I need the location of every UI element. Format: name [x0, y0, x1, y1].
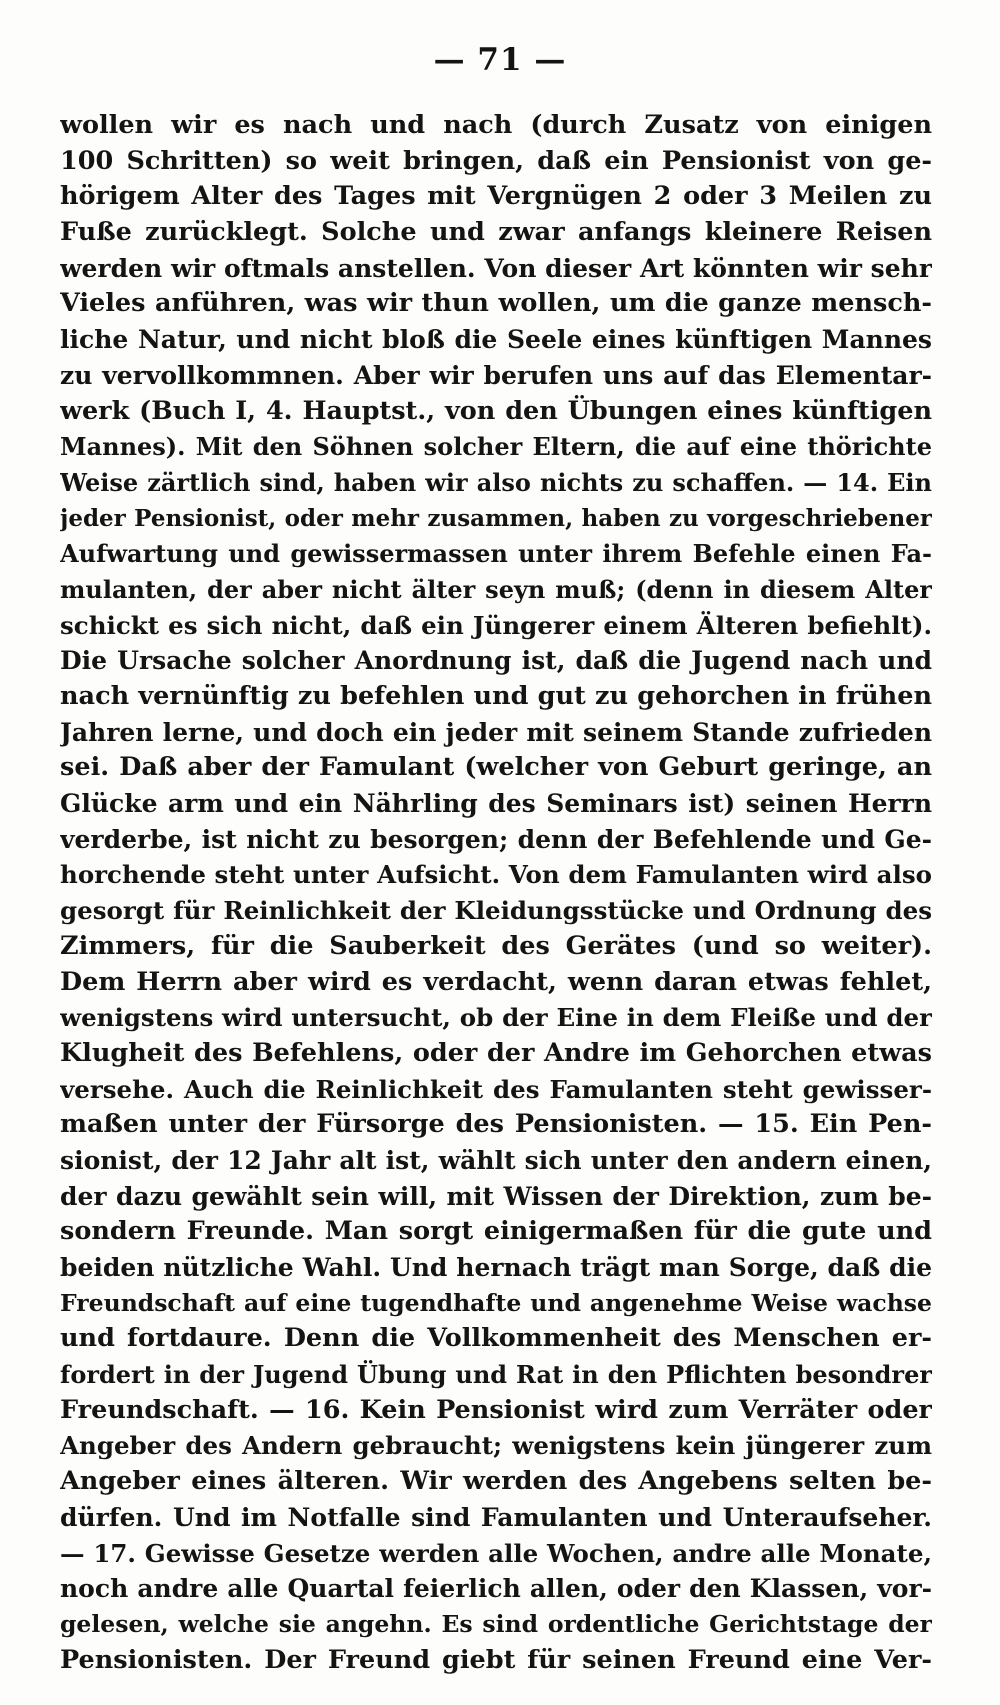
body-text [60, 108, 932, 1678]
text-line: Freundschaft auf eine tugendhafte und angenehme Weise wachse [60, 1288, 932, 1317]
text-line: Freundschaft. — 16. Kein Pensionist wird zum Verräter oder [60, 1394, 932, 1425]
text-line: sondern Freunde. Man sorgt einigermaßen für die gute und [60, 1216, 932, 1247]
text-line: beiden nützliche Wahl. Und hernach trägt man Sorge, daß die [60, 1253, 932, 1282]
text-line: Angeber eines älteren. Wir werden des Angebens selten be- [60, 1466, 932, 1497]
text-line: Weise zärtlich sind, haben wir also nichts zu schaffen. — 14. Ein [60, 467, 932, 497]
text-line: verderbe, ist nicht zu besorgen; denn der Befehlende und Ge- [60, 824, 932, 854]
text-line: Glücke arm und ein Nährling des Seminars ist) seinen Herrn [60, 789, 932, 819]
text-line: werk (Buch I, 4. Hauptst., von den Übungen eines künftigen [60, 395, 932, 426]
text-line: sei. Daß aber der Famulant (welcher von Geburt geringe, an [60, 752, 932, 783]
text-line: nach vernünftig zu befehlen und gut zu gehorchen in frühen [60, 681, 932, 711]
text-line: mulanten, der aber nicht älter seyn muß; (denn in diesem Alter [60, 574, 932, 604]
text-line: wollen wir es nach und nach (durch Zusatz von einigen [60, 110, 932, 140]
text-line: dürfen. Und im Notfalle sind Famulanten und Unteraufseher. [60, 1502, 932, 1532]
text-line: Fuße zurücklegt. Solche und zwar anfangs kleinere Reisen [60, 217, 932, 248]
text-line: Die Ursache solcher Anordnung ist, daß die Jugend nach und [60, 646, 932, 676]
text-line: gesorgt für Reinlichkeit der Kleidungsstücke und Ordnung des [60, 896, 932, 926]
text-line: Mannes). Mit den Söhnen solcher Eltern, die auf eine thörichte [60, 432, 932, 462]
text-line: schickt es sich nicht, daß ein Jüngerer einem Älteren befiehlt). [60, 610, 932, 640]
text-line: versehe. Auch die Reinlichkeit des Famulanten steht gewisser- [60, 1074, 932, 1104]
text-line: 100 Schritten) so weit bringen, daß ein Pensionist von ge- [60, 145, 932, 176]
text-line: Vieles anführen, was wir thun wollen, um die ganze mensch- [60, 288, 932, 319]
text-line: fordert in der Jugend Übung und Rat in den Pflichten besondrer [60, 1360, 932, 1390]
text-line: jeder Pensionist, oder mehr zusammen, haben zu vorgeschriebener [60, 504, 932, 532]
text-line: Jahren lerne, und doch ein jeder mit seinem Stande zufrieden [60, 717, 932, 747]
text-line: Aufwartung und gewissermassen unter ihrem Befehle einen Fa- [60, 539, 932, 569]
text-line: der dazu gewählt sein will, mit Wissen der Direktion, zum be- [60, 1181, 932, 1211]
page-number: — 71 — [433, 42, 567, 78]
text-line: Klugheit des Befehlens, oder der Andre im Gehorchen etwas [60, 1037, 932, 1068]
text-line: — 17. Gewisse Gesetze werden alle Wochen, andre alle Monate, [60, 1538, 932, 1568]
text-line: Zimmers, für die Sauberkeit des Gerätes (und so weiter). [60, 930, 932, 961]
text-line: horchende steht unter Aufsicht. Von dem Famulanten wird also [60, 860, 932, 890]
text-line: und fortdaure. Denn die Vollkommenheit des Menschen er- [60, 1323, 932, 1354]
text-line: Angeber des Andern gebraucht; wenigstens kein jüngerer zum [60, 1431, 932, 1461]
text-line: maßen unter der Fürsorge des Pensionisten. — 15. Ein Pen- [60, 1109, 932, 1140]
text-line: Dem Herrn aber wird es verdacht, wenn daran etwas fehlet, [60, 966, 932, 997]
text-line: Pensionisten. Der Freund giebt für seinen Freund eine Ver- [60, 1644, 932, 1675]
text-line: hörigem Alter des Tages mit Vergnügen 2 oder 3 Meilen zu [60, 181, 932, 212]
text-line: sionist, der 12 Jahr alt ist, wählt sich unter den andern einen, [60, 1145, 932, 1175]
text-line: werden wir oftmals anstellen. Von dieser Art könnten wir sehr [60, 253, 932, 283]
text-line: noch andre alle Quartal feierlich allen, oder den Klassen, vor- [60, 1574, 932, 1604]
text-line: zu vervollkommnen. Aber wir berufen uns auf das Elementar- [60, 360, 932, 390]
text-line: gelesen, welche sie angehn. Es sind ordentliche Gerichtstage der [60, 1609, 932, 1638]
text-line: wenigstens wird untersucht, ob der Eine in dem Fleiße und der [60, 1003, 932, 1033]
text-line: liche Natur, und nicht bloß die Seele eines künftigen Mannes [60, 325, 932, 355]
